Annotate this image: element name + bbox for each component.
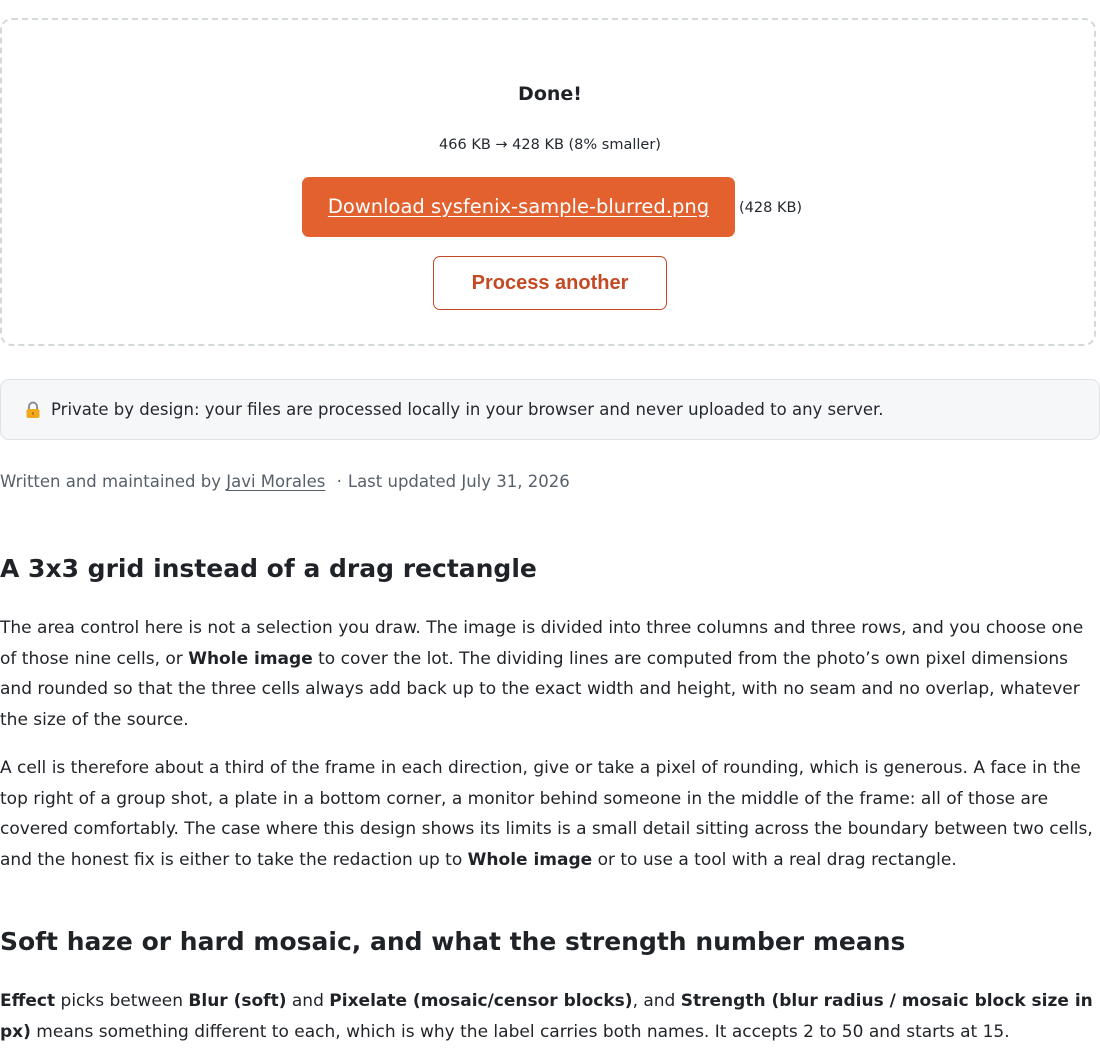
byline-separator: ·	[336, 472, 342, 491]
size-summary: 466 KB → 428 KB (8% smaller)	[439, 137, 661, 153]
byline-prefix: Written and maintained by	[0, 472, 221, 491]
bold-text: Strength (blur radius / mosaic block size in px)	[0, 991, 1093, 1042]
section-heading-effect: Soft haze or hard mosaic, and what the strength number means	[0, 927, 906, 956]
text-run: picks between	[55, 991, 189, 1011]
download-size: (428 KB)	[739, 200, 803, 216]
process-another-button[interactable]: Process another	[433, 256, 667, 310]
privacy-text: Private by design: your files are processed locally in your browser and never uploaded to any server.	[51, 400, 884, 419]
lock-icon	[24, 401, 42, 419]
text-run: A cell is therefore about a third of the frame in each direction, give or take a pixel of rounding, which is generous. A face in the top right of a group shot, a plate in a bottom corner, a monitor behind someone in the middle of the frame: all of those are covered comfortably. The case where this design shows its limits is a small detail sitting across the boundary between two cells, and the honest fix is either to take the redaction up to	[0, 758, 1093, 870]
text-run: and	[286, 991, 330, 1011]
bold-text: Effect	[0, 991, 56, 1011]
text-run: means something different to each, which is why the label carries both names. It accepts 2 to 50 and starts at 15.	[30, 1021, 1010, 1042]
section-grid-paragraph-1	[0, 613, 1100, 735]
bold-text: Pixelate (mosaic/censor blocks)	[329, 991, 633, 1011]
privacy-notice	[0, 379, 1100, 440]
author-link[interactable]: Javi Morales	[226, 472, 326, 491]
section-heading-grid: A 3x3 grid instead of a drag rectangle	[0, 554, 537, 583]
bold-text: Whole image	[188, 648, 313, 669]
byline	[0, 472, 570, 492]
section-effect-paragraph-1	[0, 986, 1100, 1047]
section-grid-paragraph-2	[0, 753, 1100, 875]
text-run: The area control here is not a selection you draw. The image is divided into three columns and three rows, and you choose one of those nine cells, or	[0, 618, 1084, 669]
bold-text: Whole image	[467, 849, 593, 870]
last-updated: Last updated July 31, 2026	[347, 472, 570, 491]
text-run: to cover the lot. The dividing lines are computed from the photo’s own pixel dimensions and rounded so that the three cells always add back up to the exact width and height, with no seam and no overlap, whatever the size of the source.	[0, 648, 1080, 730]
result-title: Done!	[518, 83, 582, 105]
bold-text: Blur (soft)	[188, 991, 287, 1011]
text-run: , and	[632, 991, 681, 1011]
download-button[interactable]: Download sysfenix-sample-blurred.png	[302, 177, 735, 237]
text-run: or to use a tool with a real drag rectangle.	[592, 849, 957, 870]
